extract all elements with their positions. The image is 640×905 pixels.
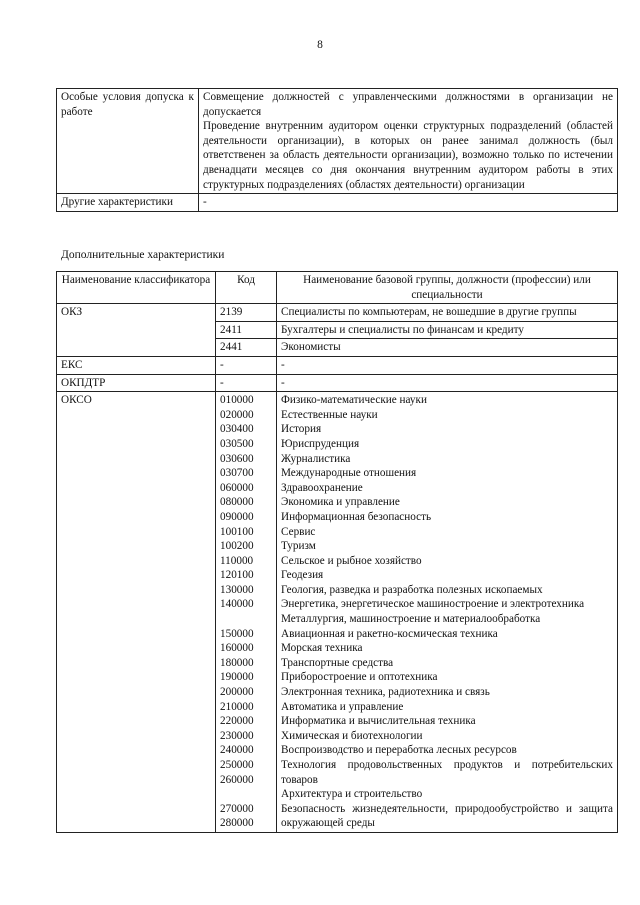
okso-code: 230000 — [220, 729, 254, 742]
okso-name: Журналистика — [281, 452, 351, 465]
okso-name: Здравоохранение — [281, 481, 363, 494]
okso-name: Естественные науки — [281, 408, 378, 421]
okso-code: 210000 — [220, 700, 254, 713]
okso-name: Электронная техника, радиотехника и связь — [281, 686, 490, 699]
eks-name: - — [277, 356, 618, 374]
special-conditions-label: Особые условия допуска к работе — [57, 89, 199, 194]
page-number: 8 — [317, 39, 323, 51]
okso-code: 220000 — [220, 715, 254, 728]
okz-name-3: Экономисты — [277, 339, 618, 357]
okso-code: 010000 — [220, 394, 254, 407]
okso-code: 030500 — [220, 437, 254, 450]
okso-code: 130000 — [220, 583, 254, 596]
okso-code: 100100 — [220, 525, 254, 538]
okso-code: 240000 — [220, 744, 254, 757]
okpdtr-name: - — [277, 374, 618, 392]
okso-name: Физико-математические науки — [281, 394, 427, 407]
okz-code-1: 2139 — [216, 304, 277, 322]
okso-code: 140000 — [220, 598, 254, 611]
okso-name: Автоматика и управление — [281, 700, 404, 713]
okpdtr-row — [57, 374, 618, 392]
special-conditions-text — [199, 89, 618, 194]
okso-code: 090000 — [220, 510, 254, 523]
okso-name: Экономика и управление — [281, 496, 400, 509]
okso-label: ОКСО — [57, 392, 216, 833]
okso-name: Международные отношения — [281, 467, 417, 480]
special-conditions-text-1: Совмещение должностей с управленческими должностями в организации не допускается — [203, 91, 613, 118]
okz-name-1: Специалисты по компьютерам, не вошедшие в другие группы — [277, 304, 618, 322]
header-classifier: Наименование классификатора — [57, 272, 216, 304]
okso-code: 180000 — [220, 656, 254, 669]
section-title: Дополнительные характеристики — [61, 249, 225, 261]
special-conditions-text-2: Проведение внутренним аудитором оценки структурных подразделений (областей деятельности организации), в которых он ранее занимал должность (был ответственен за область деятельности организации), возможно только по истечении двенадцати месяцев со дня окончания внутренним аудитором работы в этих структурных подразделениях (областях деятельности) организации — [203, 120, 613, 191]
header-name: Наименование базовой группы, должности (профессии) или специальности — [277, 272, 618, 304]
okso-name: Архитектура и строительство — [281, 788, 423, 801]
okso-code: 030700 — [220, 467, 254, 480]
eks-code: - — [216, 356, 277, 374]
okso-row — [57, 392, 618, 833]
okso-name: Воспроизводство и переработка лесных ресурсов — [281, 744, 517, 757]
okso-name: Транспортные средства — [281, 656, 394, 669]
okso-code: 200000 — [220, 686, 254, 699]
okso-code: 270000 — [220, 802, 254, 815]
other-characteristics-label: Другие характеристики — [57, 194, 199, 212]
okso-name: История — [281, 423, 322, 436]
okpdtr-code: - — [216, 374, 277, 392]
okso-code: 150000 — [220, 627, 254, 640]
okso-code: 250000 — [220, 759, 254, 771]
okso-name: Химическая и биотехнологии — [281, 729, 423, 742]
table-header-row — [57, 272, 618, 304]
okso-names — [277, 392, 618, 833]
okso-code: 030400 — [220, 423, 254, 436]
okso-code: 030600 — [220, 452, 254, 465]
okso-name: Информатика и вычислительная техника — [281, 715, 476, 728]
special-conditions-row — [57, 89, 618, 194]
other-characteristics-value: - — [199, 194, 618, 212]
okso-code: 080000 — [220, 496, 254, 509]
okso-name: Юриспруденция — [281, 437, 360, 450]
other-characteristics-row — [57, 194, 618, 212]
okso-code: 060000 — [220, 481, 254, 494]
okpdtr-label: ОКПДТР — [57, 374, 216, 392]
okso-name: Туризм — [281, 540, 316, 553]
okso-code: 020000 — [220, 408, 254, 421]
okso-code: 190000 — [220, 671, 254, 684]
okso-code: 120100 — [220, 569, 254, 582]
okso-name: Безопасность жизнедеятельности, природообустройство и защита окружающей среды — [281, 802, 613, 830]
okso-name: Авиационная и ракетно-космическая техника — [281, 627, 498, 640]
okso-name: Технология продовольственных продуктов и потребительских товаров — [281, 759, 613, 786]
okz-row-1 — [57, 304, 618, 322]
okso-name: Энергетика, энергетическое машиностроение и электротехника — [281, 598, 585, 611]
okso-name: Геодезия — [281, 569, 324, 582]
okso-name: Геология, разведка и разработка полезных ископаемых — [281, 583, 543, 596]
okso-code: 100200 — [220, 540, 254, 553]
okso-name: Металлургия, машиностроение и материалообработка — [281, 613, 541, 626]
okso-name: Информационная безопасность — [281, 510, 432, 523]
okz-code-3: 2441 — [216, 339, 277, 357]
conditions-table — [56, 88, 618, 212]
okso-name: Морская техника — [281, 642, 363, 655]
okz-name-2: Бухгалтеры и специалисты по финансам и кредиту — [277, 321, 618, 339]
okso-name: Сельское и рыбное хозяйство — [281, 554, 422, 567]
classifiers-table — [56, 271, 618, 833]
okz-label: ОКЗ — [57, 304, 216, 357]
okso-code: 160000 — [220, 642, 254, 655]
okso-name: Сервис — [281, 525, 316, 538]
okso-codes — [216, 392, 277, 833]
header-code: Код — [216, 272, 277, 304]
okso-code: 280000 — [220, 817, 254, 830]
eks-row — [57, 356, 618, 374]
okz-code-2: 2411 — [216, 321, 277, 339]
okso-code: 260000 — [220, 773, 254, 786]
eks-label: ЕКС — [57, 356, 216, 374]
okso-name: Приборостроение и оптотехника — [281, 671, 438, 684]
okso-code: 110000 — [220, 554, 254, 567]
